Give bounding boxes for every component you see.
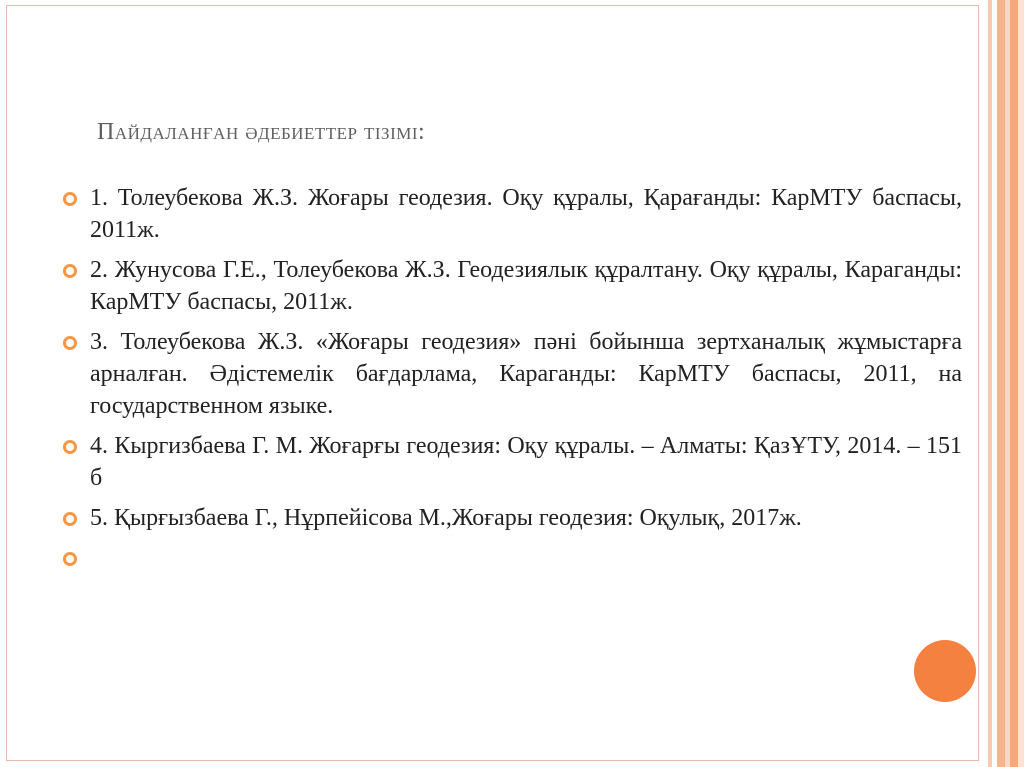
bullet-circle-icon xyxy=(63,552,77,566)
list-item xyxy=(60,430,962,494)
list-item xyxy=(60,182,962,246)
reference-text: 4. Кыргизбаева Г. М. Жоғарғы геодезия: Оқу құралы. – Алматы: ҚазҰТУ, 2014. – 151 б xyxy=(90,433,962,491)
slide-title: Пайдаланған әдебиеттер тізімі: xyxy=(97,119,426,145)
reference-text: 3. Толеубекова Ж.З. «Жоғары геодезия» пәні бойынша зертханалық жұмыстарға арналған. Әдістемелік бағдарлама, Караганды: КарМТУ баспасы, 2011, на государственном языке. xyxy=(90,329,962,419)
decorative-circle xyxy=(914,640,976,702)
stripe xyxy=(1010,0,1018,767)
list-item xyxy=(60,502,962,534)
reference-text: 5. Қырғызбаева Г., Нұрпейісова М.,Жоғары геодезия: Оқулық, 2017ж. xyxy=(90,505,802,531)
reference-text: 1. Толеубекова Ж.З. Жоғары геодезия. Оқу құралы, Қарағанды: КарМТУ баспасы, 2011ж. xyxy=(90,185,962,243)
bullet-circle-icon xyxy=(63,192,77,206)
decorative-stripes xyxy=(988,0,1024,767)
bullet-circle-icon xyxy=(63,440,77,454)
stripe xyxy=(997,0,1005,767)
list-item xyxy=(60,254,962,318)
bullet-circle-icon xyxy=(63,336,77,350)
bullet-circle-icon xyxy=(63,512,77,526)
reference-text: 2. Жунусова Г.Е., Толеубекова Ж.З. Геодезиялык құралтану. Оқу құралы, Караганды: КарМТУ баспасы, 2011ж. xyxy=(90,257,962,315)
stripe xyxy=(1018,0,1024,767)
list-item xyxy=(60,326,962,422)
list-item-empty xyxy=(60,542,962,574)
reference-list xyxy=(60,182,962,582)
bullet-circle-icon xyxy=(63,264,77,278)
